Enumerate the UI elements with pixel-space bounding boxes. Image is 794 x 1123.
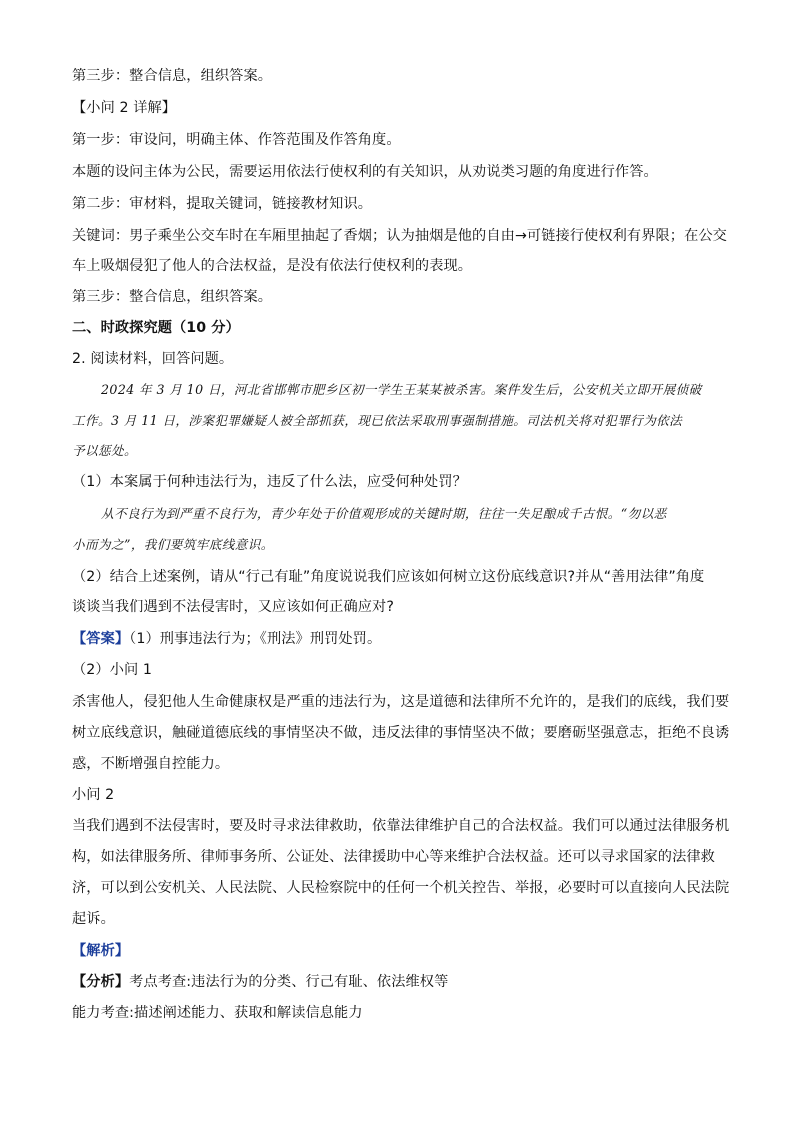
step-one-line: 第一步：审设问，明确主体、作答范围及作答角度。 <box>72 132 401 148</box>
analysis-tag: 【解析】 <box>72 943 130 959</box>
ability-line: 能力考查:描述阐述能力、获取和解读信息能力 <box>72 1005 363 1021</box>
sub-question-2-heading: 【小问 2 详解】 <box>72 100 177 116</box>
step-three-line: 第三步：整合信息，组织答案。 <box>72 68 273 84</box>
material-line-2: 工作。3 月 11 日，涉案犯罪嫌疑人被全部抓获，现已依法采取刑事强制措施。司法机关将对犯罪行为依法 <box>72 413 683 428</box>
answer-sub-2-line-3: 济，可以到公安机关、人民法院、人民检察院中的任何一个机关控告、举报，必要时可以直接向人民法院 <box>72 880 730 896</box>
step-three-line-2: 第三步：整合信息，组织答案。 <box>72 289 273 305</box>
answer-sub-1-line-1: 杀害他人，侵犯他人生命健康权是严重的违法行为，这是道德和法律所不允许的，是我们的底线，我们要 <box>72 694 730 710</box>
answer-sub-1-line-3: 惑，不断增强自控能力。 <box>72 756 230 772</box>
sub-question-2-line-1: （2）结合上述案例，请从“行己有耻”角度说说我们应该如何树立这份底线意识?并从“善用法律”角度 <box>72 569 705 585</box>
sub-question-2-line-2: 谈谈当我们遇到不法侵害时，又应该如何正确应对? <box>72 599 394 615</box>
answer-sub-2-line-1: 当我们遇到不法侵害时，要及时寻求法律救助，依靠法律维护自己的合法权益。我们可以通过法律服务机 <box>72 818 730 834</box>
material-line-1: 2024 年 3 月 10 日，河北省邯郸市肥乡区初一学生王某某被杀害。案件发生后，公安机关立即开展侦破 <box>101 382 702 397</box>
answer-sub-1-label: （2）小问 1 <box>72 662 153 678</box>
section-heading: 二、时政探究题（10 分） <box>72 320 240 336</box>
answer-sub-2-line-4: 起诉。 <box>72 911 115 927</box>
sub-question-1: （1）本案属于何种违法行为，违反了什么法，应受何种处罚？ <box>72 474 467 490</box>
question-subject-line: 本题的设问主体为公民，需要运用依法行使权利的有关知识，从劝说类习题的角度进行作答。 <box>72 164 658 180</box>
answer-tag: 【答案】 <box>72 631 130 647</box>
material-line-5: 小而为之”，我们要筑牢底线意识。 <box>72 537 274 552</box>
keywords-line-1: 关键词：男子乘坐公交车时在车厢里抽起了香烟；认为抽烟是他的自由→可链接行使权利有界限；在公交 <box>72 228 727 244</box>
step-two-line: 第二步：审材料，提取关键词，链接教材知识。 <box>72 196 373 212</box>
answer-line <box>72 629 381 649</box>
analysis-subtag: 【分析】 <box>72 974 130 990</box>
analysis-text: 考点考查:违法行为的分类、行己有耻、依法维权等 <box>129 974 449 990</box>
answer-sub-2-line-2: 构，如法律服务所、律师事务所、公证处、法律援助中心等来维护合法权益。还可以寻求国家的法律救 <box>72 849 715 865</box>
analysis-line <box>72 972 448 992</box>
answer-text: （1）刑事违法行为；《刑法》刑罚处罚。 <box>129 631 382 647</box>
material-line-4: 从不良行为到严重不良行为，青少年处于价值观形成的关键时期，往往一失足酿成千古恨。“勿以恶 <box>101 506 667 521</box>
material-line-3: 予以惩处。 <box>72 443 137 458</box>
answer-sub-2-label: 小问 2 <box>72 787 115 803</box>
answer-sub-1-line-2: 树立底线意识，触碰道德底线的事情坚决不做，违反法律的事情坚决不做；要磨砺坚强意志，拒绝不良诱 <box>72 725 730 741</box>
question-2-prompt: 2. 阅读材料，回答问题。 <box>72 351 234 367</box>
keywords-line-2: 车上吸烟侵犯了他人的合法权益，是没有依法行使权利的表现。 <box>72 258 473 274</box>
